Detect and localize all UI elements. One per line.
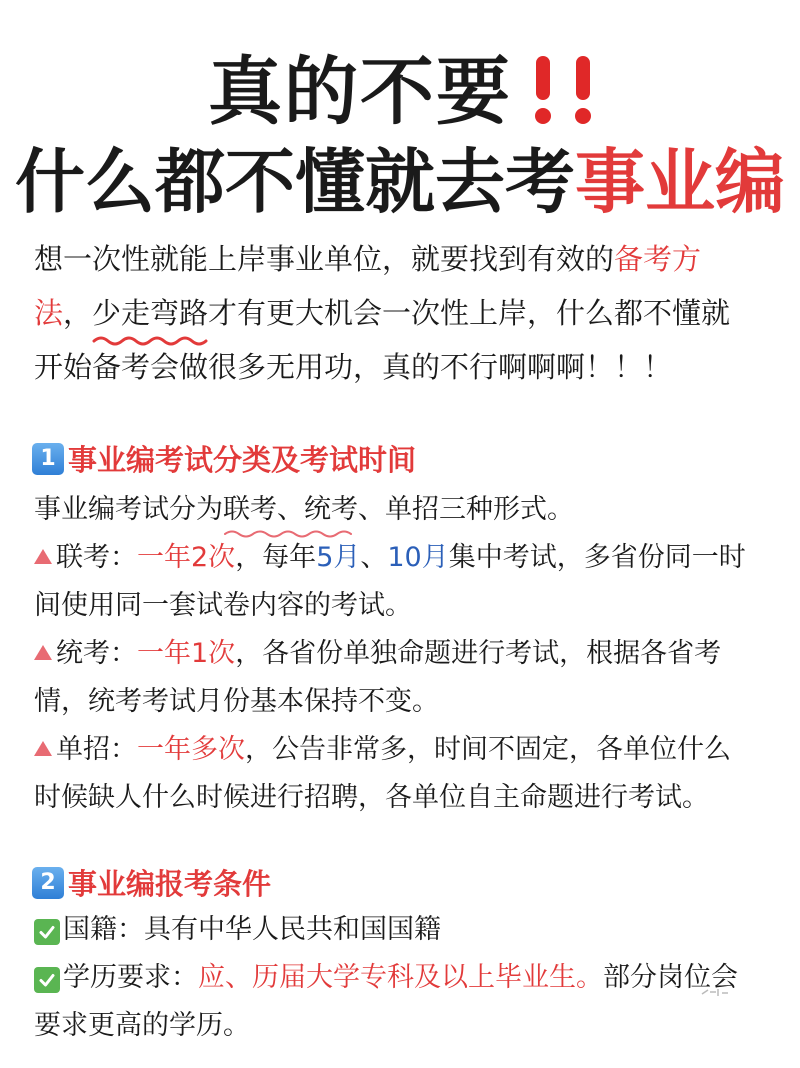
item-label: 联考： — [56, 542, 137, 573]
highlight: 一年1次 — [137, 638, 236, 669]
section2-line — [34, 906, 774, 954]
text: ，各省份单独命题进行考试，根据各省考 — [235, 638, 722, 669]
item-label: 单招： — [56, 734, 137, 765]
highlight-blue: 5月 — [316, 542, 361, 573]
wavy-underline — [223, 528, 359, 540]
intro-text: 开始备考会做很多无用功，真的不行啊啊啊！！！ — [34, 350, 673, 384]
text: 、单招三种形式。 — [358, 494, 574, 525]
page-title-line1 — [0, 48, 800, 136]
text: 部分岗位会 — [603, 962, 738, 993]
triangle-bullet-icon — [34, 741, 52, 756]
intro-text: 才有更大机会一次性上岸，什么都不懂就 — [208, 296, 731, 330]
exclamation-icon — [574, 56, 592, 124]
text: ，每年 — [235, 542, 317, 573]
text: 时候缺人什么时候进行招聘，各单位自主命题进行考试。 — [34, 782, 709, 813]
text: 间使用同一套试卷内容的考试。 — [34, 590, 412, 621]
section1-line — [34, 630, 774, 678]
page-title-line2 — [0, 140, 800, 224]
section1-line — [34, 678, 774, 726]
check-mark-icon — [34, 919, 60, 945]
section2-body — [34, 906, 774, 1050]
title-line2-red: 事业编 — [575, 141, 785, 223]
intro-paragraph — [34, 232, 774, 394]
triangle-bullet-icon — [34, 645, 52, 660]
section1-line — [34, 726, 774, 774]
triangle-bullet-icon — [34, 549, 52, 564]
section1-heading — [32, 438, 416, 479]
wavy-text: 少走弯路 — [92, 296, 209, 330]
section2-heading — [32, 862, 271, 903]
number-2-icon: 2 — [32, 867, 64, 899]
exclamation-icon — [534, 56, 552, 124]
text: 、 — [360, 542, 388, 573]
title-line2-black: 什么都不懂就去考 — [15, 141, 575, 223]
section2-line — [34, 954, 774, 1002]
title-line1-text: 真的不要 — [208, 49, 512, 135]
section1-line — [34, 534, 774, 582]
intro-line — [34, 340, 774, 394]
intro-line — [34, 286, 774, 340]
number-1-icon: 1 — [32, 443, 64, 475]
section1-line — [34, 486, 774, 534]
highlight: 一年多次 — [137, 734, 245, 765]
wavy-underline-text — [223, 486, 358, 534]
highlight: 一年2次 — [137, 542, 236, 573]
watermark-mark — [700, 986, 730, 998]
section1-line — [34, 582, 774, 630]
intro-highlight: 备考方 — [614, 242, 702, 276]
wavy-underline — [92, 334, 210, 346]
intro-text: 想一次性就能上岸事业单位，就要找到有效的 — [34, 242, 615, 276]
section2-title: 事业编报考条件 — [68, 867, 272, 901]
text: 集中考试，多省份同一时 — [448, 542, 746, 573]
highlight-blue: 10月 — [387, 542, 449, 573]
intro-text: ， — [63, 296, 93, 330]
text: 情，统考考试月份基本保持不变。 — [34, 686, 439, 717]
item-label: 统考： — [56, 638, 137, 669]
text: ，公告非常多，时间不固定，各单位什么 — [245, 734, 731, 765]
wavy-text: 联考、统考 — [223, 494, 358, 525]
section1-title: 事业编考试分类及考试时间 — [68, 443, 417, 477]
text: 国籍：具有中华人民共和国国籍 — [63, 914, 441, 945]
text: 事业编考试分为 — [34, 494, 223, 525]
highlight: 应、历届大学专科及以上毕业生。 — [198, 962, 603, 993]
intro-highlight: 法 — [34, 296, 64, 330]
wavy-underline-text — [92, 286, 208, 340]
section1-body — [34, 486, 774, 822]
intro-line — [34, 232, 774, 286]
text: 要求更高的学历。 — [34, 1010, 250, 1041]
check-mark-icon — [34, 967, 60, 993]
item-label: 学历要求： — [63, 962, 198, 993]
section2-line — [34, 1002, 774, 1050]
section1-line — [34, 774, 774, 822]
